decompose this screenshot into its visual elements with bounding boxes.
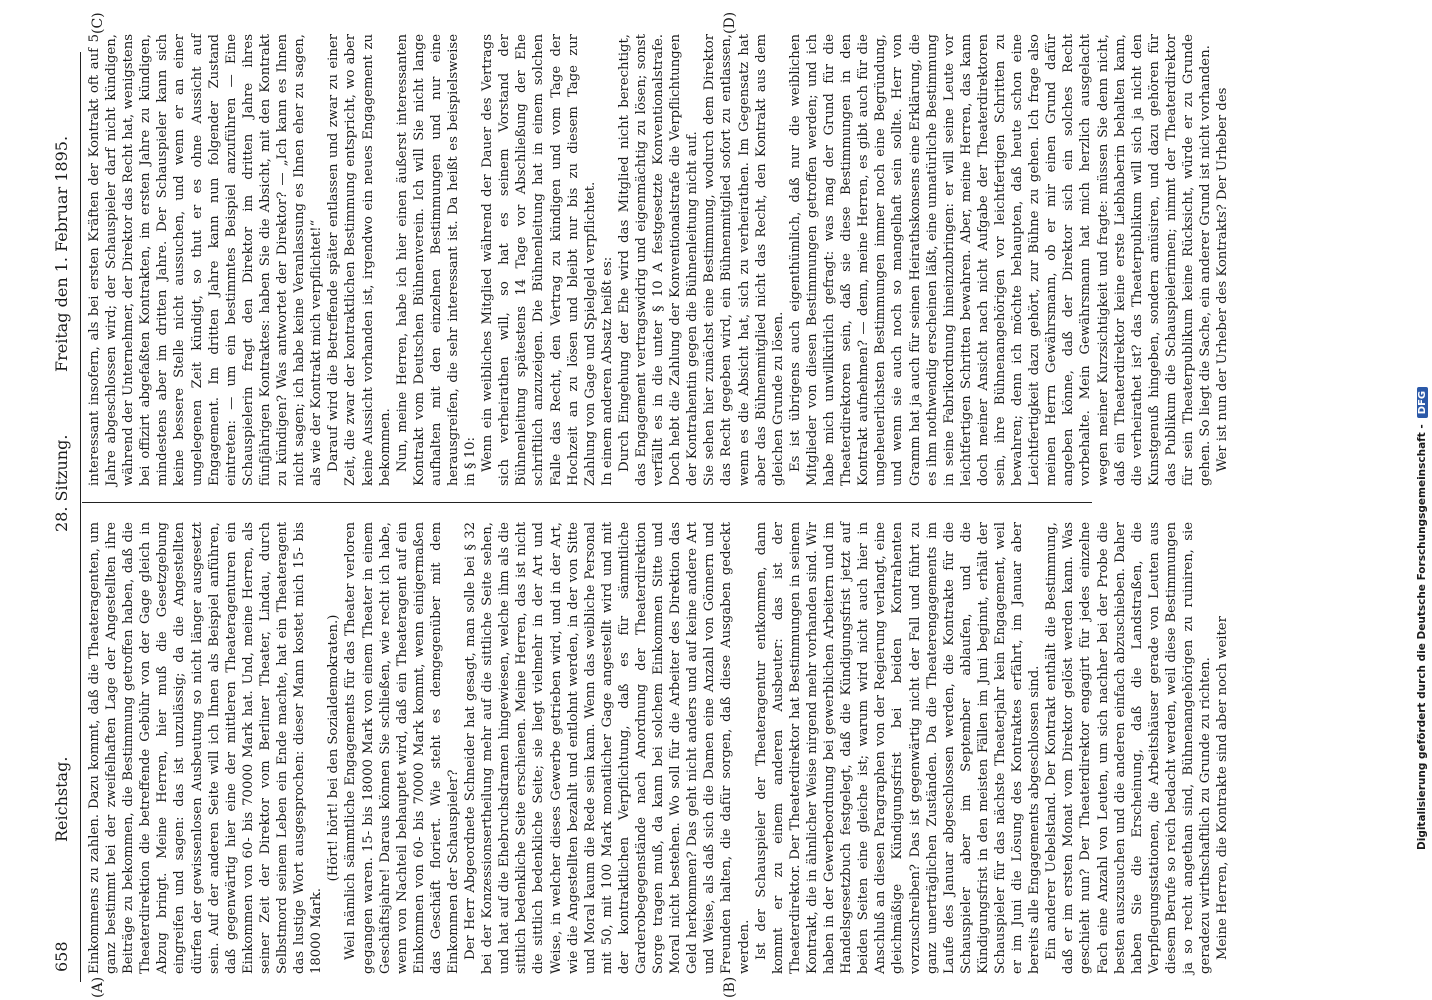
paragraph: Ein anderer Uebelstand. Der Kontrakt enthält die Bestimmung, daß er im ersten Monat vom Direktor gelöst werden kann. Was geschieht nun? Der Theaterdirektor engagirt für jedes einzelne Fach eine Anzahl von Leuten, um sich nachher bei der Probe die besten auszusuchen und die anderen einfach abzuschieben. Daher haben Sie die Erscheinung, daß die Landstraßen, die Verpflegungsstationen, die Arbeitshäuser gerade von Leuten aus diesem Berufe so reich bedacht werden, weil diese Bestimmungen ja so recht angethan sind, Bühnenangehörigen zu ruiniren, sie geradezu wirthschaftlich zu Grunde zu richten. [1044, 522, 1214, 974]
paragraph: Wer ist nun der Urheber des Kontrakts? Der Urheber des [1215, 87, 1231, 472]
margin-marker-b: (B) [722, 976, 738, 998]
paragraph: Ist der Schauspieler der Theateragentur entkommen, dann kommt er zu einem anderen Ausbeuter: das ist der Theaterdirektor. Der Theaterdirektor hat Bestimmungen in seinem Kontrakt, die in ähnlicher Weise nirgend mehr vorhanden sind. Wir haben in der Gewerbeordnung bei gewerblichen Arbeitern und im Handelsgesetzbuch festgelegt, daß die Kündigungsfrist jetzt auf beiden Seiten eine gleiche ist; warum wird nicht auch hier in Anschluß an diesen Paragraphen von der Regierung verlangt, eine gleichmäßige Kündigungsfrist bei beiden Kontrahenten vorzuschreiben? Das ist gegenwärtig nicht der Fall und führt zu ganz unerträglichen Zuständen. Da die Theaterengagements im Laufe des Januar abgeschlossen werden, die Kontrakte für die Schauspieler aber im September ablaufen, und die Kündigungsfrist in den meisten Fällen im Juni beginnt, erhält der Schauspieler für das nächste Theaterjahr kein Engagement, weil er im Juni die Lösung des Kontraktes erfährt, im Januar aber bereits alle Engagements abgeschlossen sind. [753, 522, 1043, 974]
interjection: (Hört! hört! bei den Sozialdemokraten.) [326, 614, 342, 882]
margin-marker-a: (A) [90, 976, 106, 998]
funding-footer [1416, 387, 1428, 850]
funding-text: Digitalisierung gefördert durch die Deutsche Forschungsgemeinschaft - [1416, 424, 1428, 850]
paragraph: Der Herr Abgeordnete Schneider hat gesagt, man solle bei § 32 bei der Konzessionsertheilung mehr auf die sittliche Seite sehen, und hat auf die Ehebruchsdramen hingewiesen, welche ihm als die sittlich bedenkliche Seite erschienen. Meine Herren, das ist nicht die sittlich bedenkliche Seite; sie liegt vielmehr in der Art und Weise, in welcher dieses Gewerbe getrieben wird, und in der Art, wie die Angestellten bezahlt und entlohnt werden, in der von Sitte und Moral kaum die Rede sein kann. Wenn das weibliche Personal mit 50, mit 100 Mark monatlicher Gage angestellt wird und mit der kontraktlichen Verpflichtung, daß es für sämmtliche Garderobegegenstände nach Anordnung der Theaterdirektion Sorge tragen muß, da kann bei solchem Einkommen Sitte und Moral nicht bestehen. Wo soll für die Arbeiter des Direktion das Geld herkommen? Das geht nicht anders und auf keine andere Art und Weise, als daß sich die Damen eine Anzahl von Gönnern und Freunden halten, die dafür sorgen, daß diese Ausgaben gedeckt werden. [463, 522, 752, 974]
page-number: 658 [52, 941, 71, 972]
paragraph: In einem anderen Absatz heißt es: [599, 256, 615, 486]
session-label: 28. Sitzung. [52, 434, 71, 532]
paragraph: Einkommens zu zahlen. Dazu kommt, daß die Theateragenten, um ganz bestimmt bei der zweifelhaften Lage der Angestellten ihre Beiträge zu bekommen, die Bestimmung getroffen haben, daß die Theaterdirektion die betreffende Gebühr von der Gage gleich in Abzug bringt. Meine Herren, hier muß die Gesetzgebung eingreifen und sagen: das ist unzulässig; da die Angestellten dürfen der gewissenlosen Ausbeutung so nicht länger ausgesetzt sein. Auf der anderen Seite will ich Ihnen als Beispiel anführen, daß gegenwärtig hier eine der mittleren Theateragenturen ein Einkommen von 60- bis 70000 Mark hat. Und, meine Herren, als seiner Zeit der Direktor vom Berliner Theater, Lindau, durch Selbstmord seinem Leben ein Ende machte, hat ein Theateragent das lustige Wort ausgesprochen: dieser Mann kostet mich 15- bis 18000 Mark. [87, 522, 325, 974]
left-column [86, 522, 1231, 974]
paragraph: Es ist übrigens auch eigenthümlich, daß nur die weiblichen Mitglieder von diesen Bestimmungen getroffen werden; und ich habe mich unwillkürlich gefragt: was mag der Grund für die Theaterdirektoren sein, daß sie diese Bestimmungen in den Kontrakt aufnehmen? — denn, meine Herren, es gibt auch für die ungeheuerlichsten Bestimmungen immer noch eine Begründung, und wenn sie auch noch so mangelhaft sein sollte. Herr von Gramm hat ja auch für seinen Heirathskonsens eine Erklärung, die es ihm nothwendig erscheinen läßt, eine unnatürliche Bestimmung in seine Fabrikordnung hineinzubringen: er will seine Leute vor leichtfertigen Schritten bewahren. Aber, meine Herren, das kann doch meiner Ansicht nach nicht Aufgabe der Theaterdirektoren sein, ihre Bühnenangehörigen vor leichtfertigen Schritten zu bewahren; denn ich möchte behaupten, daß heute schon eine Leichtfertigkeit dazu gehört, zur Bühne zu gehen. Ich frage also meinen Herrn Gewährsmann, ob er mir einen Grund dafür angeben könne, daß der Direktor sich ein solches Recht vorbehalte. Mein Gewährsmann hat mich herzlich ausgelacht wegen meiner Kurzsichtigkeit und fragte: müssen Sie denn nicht, daß ein Theaterdirektor keine erste Liebhaberin behalten kann, die verheirathet ist? das Theaterpublikum will sich ja nicht den Kunstgenuß hingeben, sondern amüsiren, und dazu gehören für das Publikum die Schauspielerinnen; nimmt der Theaterdirektor für sein Theaterpublikum keine Rücksicht, würde er zu Grunde gehen. So liegt die Sache, ein anderer Grund ist nicht vorhanden. [787, 34, 1214, 486]
paragraph: Meine Herren, die Kontrakte sind aber noch weiter [1215, 616, 1231, 960]
column-divider [82, 502, 1092, 503]
quoted-paragraph: Durch Eingehung der Ehe wird das Mitglied nicht berechtigt, das Engagement vertragswidrig und eigenmächtig zu lösen; sonst verfällt es in die unter § 10 A festgesetzte Konventionalstrafe. Doch hebt die Zahlung der Konventionalstrafe die Verpflichtungen der Kontrahentin gegen die Bühnenleitung nicht auf. [616, 34, 701, 486]
margin-marker-d: (D) [722, 11, 738, 34]
margin-marker-c: (C) [90, 12, 106, 34]
header-rule [80, 52, 81, 982]
dfg-logo: DFG [1417, 387, 1428, 418]
right-column [86, 34, 1231, 486]
paragraph: Weil nämlich sämmtliche Engagements für das Theater verloren gegangen waren. 15- bis 18000 Mark von einem Theater in einem Geschäftsjahre! Daraus können Sie schließen, wie recht ich habe, wenn von Nachteil behauptet wird, daß ein Theateragent auf ein Einkommen von 60- bis 70000 Mark kommt, wenn einigermaßen das Geschäft floriert. Wie steht es demgegenüber mit dem Einkommen der Schauspieler? [343, 522, 461, 974]
paragraph: Darauf wird die Betreffende später entlassen und zwar zu einer Zeit, die zwar der kontraktlichen Bestimmung entspricht, wo aber keine Aussicht vorhanden ist, irgendwo ein neues Engagement zu bekommen. [326, 34, 393, 486]
paragraph: interessant insofern, als bei ersten Kräften der Kontrakt oft auf 5 Jahre abgeschlossen wird; der Schauspieler darf nicht kündigen, während der Unternehmer, der Direktor das Recht hat, wenigstens bei offizirt abgefaßten Kontrakten, im ersten Jahre zu kündigen, mindestens aber im dritten Jahre. Der Schauspieler kann sich keine bessere Stelle nicht aussuchen, und wenn er an einer ungelegenen Zeit kündigt, so thut er es ohne Aussicht auf Engagement. Im dritten Jahre kann nun folgender Zustand eintreten: — um ein bestimmtes Beispiel anzuführen — Eine Schauspielerin fragt den Direktor im dritten Jahre ihres fünfjährigen Kontraktes: haben Sie die Absicht, mit den Kontrakt zu kündigen? Was antwortet der Direktor? — „Ich kann es Ihnen nicht sagen; ich habe keine Veranlassung es Ihnen eher zu sagen, als wie der Kontrakt mich verpflichtet!“ [87, 34, 325, 486]
page-header [52, 72, 74, 972]
quoted-paragraph: Wenn ein weibliches Mitglied während der Dauer des Vertrags sich verheirathen will, so hat es seinem Vorstand der Bühnenleitung spätestens 14 Tage vor Abschließung der Ehe schriftlich anzuzeigen. Die Bühnenleitung hat in einem solchen Falle das Recht, den Vertrag zu kündigen und vom Tage der Hochzeit an zu lösen und bleibt nur bis zu diesem Tage zur Zahlung von Gage und Spielgeld verpflichtet. [480, 34, 598, 486]
publication-title: Reichstag. [52, 756, 71, 842]
session-date: Freitag den 1. Februar 1895. [52, 135, 71, 372]
paragraph: Nun, meine Herren, habe ich hier einen äußerst interessanten Kontrakt vom Deutschen Bühnenverein. Ich will Sie nicht lange aufhalten mit den einzelnen Bestimmungen und nur eine herausgreifen, die sehr interessant ist. Da heißt es beispielsweise in § 10: [394, 34, 479, 486]
paragraph: Sie sehen hier zunächst eine Bestimmung, wodurch dem Direktor das Recht gegeben wird, ein Bühnenmitglied sofort zu entlassen, wenn es die Absicht hat, sich zu verheirathen. Im Gegensatz hat aber das Bühnenmitglied nicht das Recht, den Kontrakt aus dem gleichen Grunde zu lösen. [702, 34, 786, 486]
